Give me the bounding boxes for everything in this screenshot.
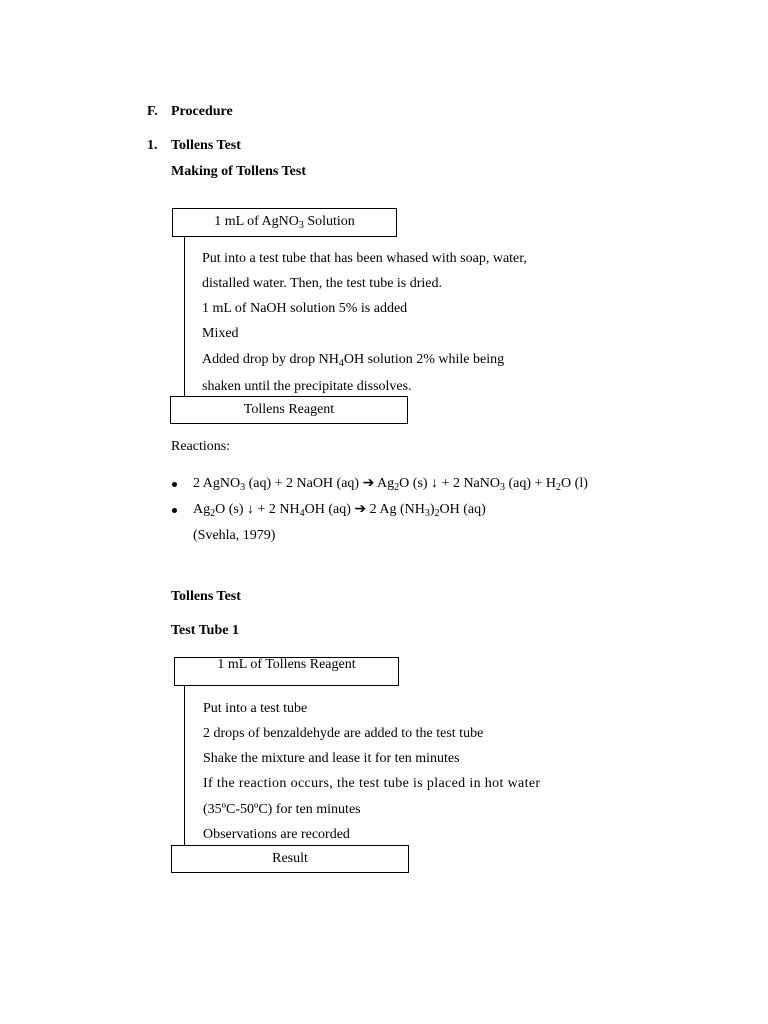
- section-title: Procedure: [171, 104, 233, 119]
- bullet-dot: [172, 508, 177, 513]
- test-title: Tollens Test: [171, 589, 241, 604]
- flow1-step-2: distalled water. Then, the test tube is dried.: [202, 276, 443, 291]
- reaction-1: 2 AgNO$_3$ (aq) + 2 NaOH (aq) ➔ $Ag_2O$ (s) ↓ + 2 NaNO$_3$ $(aq) + H_2O$ (l): [193, 476, 588, 493]
- item-subtitle: Making of Tollens Test: [171, 164, 306, 179]
- citation: (Svehla, 1979): [193, 528, 276, 543]
- bullet-dot: [172, 482, 177, 487]
- flow1-start-box-label: 1 mL of AgNO$_3$ Solution: [214, 214, 355, 231]
- flow2-connector: [184, 686, 185, 846]
- flow2-step-1: Put into a test tube: [203, 701, 308, 716]
- reactions-label: Reactions:: [171, 439, 231, 454]
- flow2-step-6: Observations are recorded: [203, 827, 350, 842]
- flow1-connector: [184, 237, 185, 397]
- flow2-start-box-label: 1 mL of Tollens Reagent: [217, 657, 356, 672]
- flow2-step-2: 2 drops of benzaldehyde are added to the test tube: [203, 726, 484, 741]
- flow1-step-4: Mixed: [202, 326, 239, 341]
- flow1-step-6: shaken until the precipitate dissolves.: [202, 379, 412, 394]
- flow1-end-box-label: Tollens Reagent: [243, 402, 335, 417]
- flow2-step-5: (35ºC-50ºC) for ten minutes: [203, 802, 361, 817]
- test-tube-label: Test Tube 1: [171, 623, 239, 638]
- flow1-step-5: Added drop by drop $NH_4OH$ solution 2% while being: [202, 352, 505, 369]
- flow1-step-3: 1 mL of NaOH solution 5% is added: [202, 301, 408, 316]
- flow2-step-4: If the reaction occurs, the test tube is placed in hot water: [203, 776, 541, 791]
- flow2-end-box-label: Result: [272, 851, 308, 866]
- item-number: 1.: [147, 138, 158, 153]
- flow1-step-1: Put into a test tube that has been whased with soap, water,: [202, 251, 527, 266]
- section-letter: F.: [147, 104, 158, 119]
- item-title: Tollens Test: [171, 138, 241, 153]
- reaction-2: $Ag_2O$ (s) ↓ + 2 $NH_4OH$ (aq) ➔ 2 Ag $(NH_3)_2OH$ (aq): [193, 502, 486, 519]
- flow2-step-3: Shake the mixture and lease it for ten minutes: [203, 751, 460, 766]
